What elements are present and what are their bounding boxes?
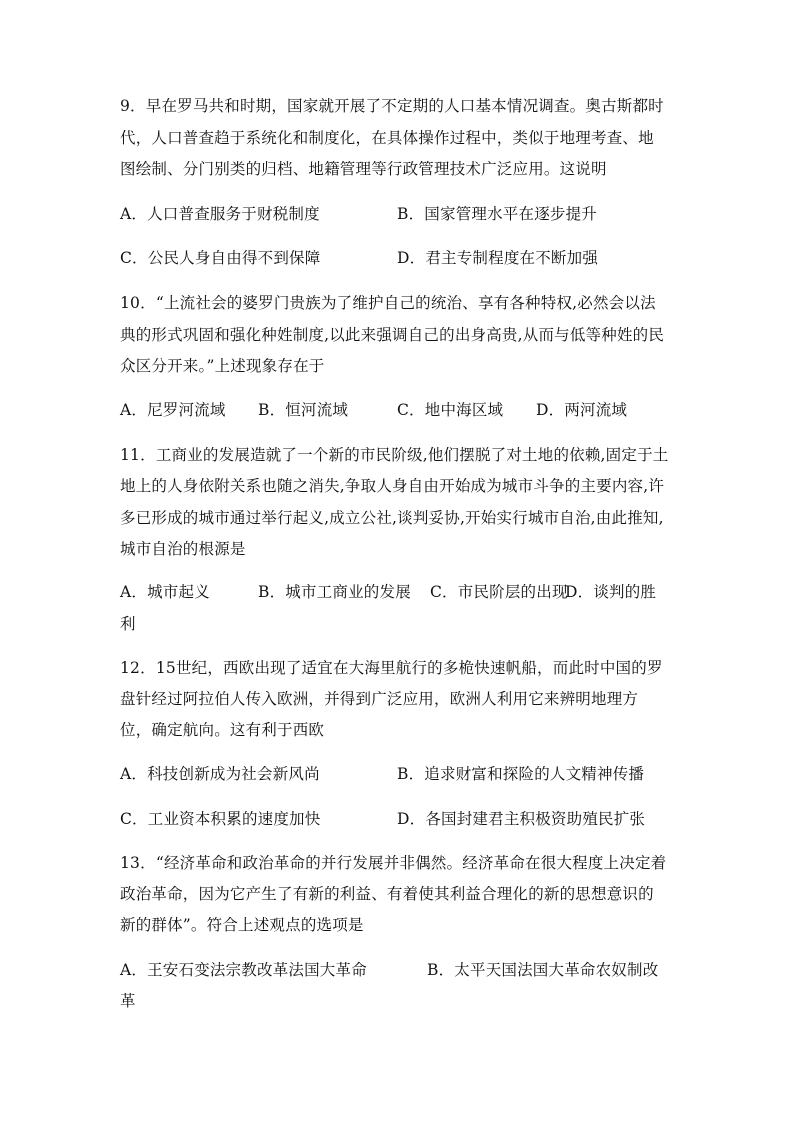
question-9-option-a: A．人口普查服务于财税制度 [120,205,320,223]
question-10-stem-line-2: 典的形式巩固和强化种姓制度,以此来强调自己的出身高贵,从而与低等种姓的民 [120,326,665,344]
question-13-stem-line-2: 政治革命，因为它产生了有新的利益、有着使其利益合理化的新的思想意识的 [120,885,654,903]
question-10-option-a: A．尼罗河流域 [120,401,226,419]
question-11-option-b: B．城市工商业的发展 [258,583,411,601]
question-11-option-c: C．市民阶层的出现 [430,583,568,601]
question-11-option-d: D．谈判的胜 [565,583,657,601]
question-10-option-d: D．两河流域 [536,401,628,419]
question-13-option-a: A．王安石变法宗教改革法国大革命 [120,961,367,979]
question-13-option-b: B．太平天国法国大革命农奴制改 [427,961,659,979]
question-13-stem-line-3: 新的群体”。符合上述观点的选项是 [120,916,364,934]
question-10-stem-line-3: 众区分开来。”上述现象存在于 [120,357,325,375]
question-10-stem-line-1: 10．“上流社会的婆罗门贵族为了维护自己的统治、享有各种特权,必然会以法 [120,294,656,312]
question-9-option-d: D．君主专制程度在不断加强 [397,249,599,267]
question-12-option-a: A．科技创新成为社会新风尚 [120,765,320,783]
question-12-option-b: B．追求财富和探险的人文精神传播 [397,765,645,783]
question-9-option-b: B．国家管理水平在逐步提升 [397,205,597,223]
question-12-stem-line-3: 位，确定航向。这有利于西欧 [120,721,325,739]
question-10-option-c: C．地中海区域 [397,401,504,419]
question-12-stem-line-2: 盘针经过阿拉伯人传入欧洲，并得到广泛应用，欧洲人利用它来辨明地理方 [120,690,639,708]
question-11-option-d-continuation: 利 [120,615,136,633]
question-11-stem-line-4: 城市自治的根源是 [120,540,246,558]
question-13-option-b-continuation: 革 [120,992,136,1010]
question-12-stem-line-1: 12．15世纪，西欧出现了适宜在大海里航行的多桅快速帆船，而此时中国的罗 [120,659,663,677]
question-12-option-c: C．工业资本积累的速度加快 [120,810,321,828]
question-9-option-c: C．公民人身自由得不到保障 [120,249,321,267]
question-9-stem-line-3: 图绘制、分门别类的归档、地籍管理等行政管理技术广泛应用。这说明 [120,160,607,178]
question-11-stem-line-1: 11．工商业的发展造就了一个新的市民阶级,他们摆脱了对土地的依赖,固定于土 [120,446,669,464]
question-13-stem-line-1: 13．“经济革命和政治革命的并行发展并非偶然。经济革命在很大程度上决定着 [120,854,667,872]
question-11-stem-line-3: 多已形成的城市通过举行起义,成立公社,谈判妥协,开始实行城市自治,由此推知, [120,509,664,527]
question-11-stem-line-2: 地上的人身依附关系也随之消失,争取人身自由开始成为城市斗争的主要内容,许 [120,477,665,495]
question-9-stem-line-1: 9．早在罗马共和时期，国家就开展了不定期的人口基本情况调查。奥古斯都时 [120,97,664,115]
question-12-option-d: D．各国封建君主积极资助殖民扩张 [397,810,646,828]
question-9-stem-line-2: 代，人口普查趋于系统化和制度化，在具体操作过程中，类似于地理考查、地 [120,129,654,147]
question-10-option-b: B．恒河流域 [258,401,349,419]
question-11-option-a: A．城市起义 [120,583,210,601]
